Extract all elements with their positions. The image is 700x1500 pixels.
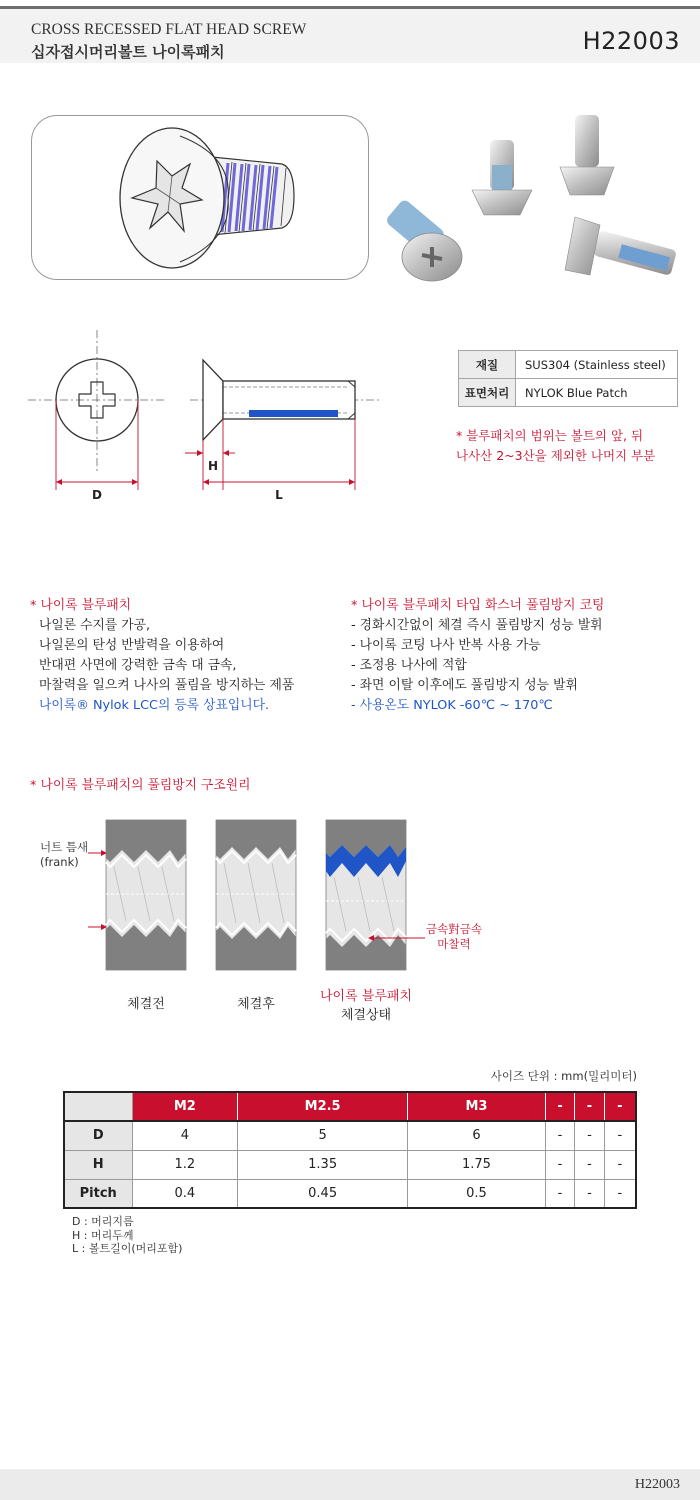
product-code: H22003 [582, 27, 680, 55]
dim-d-label: D [92, 488, 102, 502]
description-line: 나일론 수지를 가공, [39, 618, 151, 633]
spec-column-header: M2 [132, 1092, 238, 1121]
footer-code: H22003 [634, 1477, 680, 1492]
unit-note: 사이즈 단위 : mm(밀리미터) [490, 1069, 637, 1083]
caption-nylok-bottom: 체결상태 [340, 1008, 392, 1023]
spec-cell: 5 [238, 1121, 408, 1150]
spec-row-pitch [64, 1179, 636, 1208]
frank-label-line-2: (frank) [40, 855, 79, 869]
spec-corner-cell [64, 1092, 132, 1121]
spec-row-h [64, 1150, 636, 1179]
principle-title: * 나이록 블루패치의 풀림방지 구조원리 [30, 778, 251, 793]
nylok-features [351, 596, 604, 716]
legend-item: H : 머리두께 [72, 1228, 134, 1242]
panel-before [106, 820, 186, 970]
spec-cell: 1.35 [238, 1150, 408, 1179]
spec-cell: - [545, 1121, 574, 1150]
spec-column-header: - [575, 1092, 604, 1121]
description-line: 마찰력을 일으켜 나사의 풀림을 방지하는 제품 [39, 678, 295, 693]
surface-value: NYLOK Blue Patch [516, 379, 678, 407]
trademark-note: 나이록® Nylok LCC의 등록 상표입니다. [39, 698, 270, 713]
screw-photo [380, 105, 690, 305]
title-english: CROSS RECESSED FLAT HEAD SCREW [31, 21, 307, 38]
spec-cell: 1.2 [132, 1150, 238, 1179]
material-key: 재질 [459, 351, 516, 379]
principle-diagram [80, 815, 520, 985]
patch-note-line-2: 나사산 2~3산을 제외한 나머지 부분 [456, 448, 656, 463]
caption-before: 체결전 [127, 997, 165, 1012]
section-title: * 나이록 블루패치 [30, 598, 132, 613]
material-value: SUS304 (Stainless steel) [516, 351, 678, 379]
feature-line: - 조정용 나사에 적합 [351, 658, 467, 673]
description-line: 나일론의 탄성 반발력을 이용하여 [39, 638, 225, 653]
screw-illustration-panel [31, 115, 369, 280]
spec-column-header: - [604, 1092, 636, 1121]
spec-cell: 4 [132, 1121, 238, 1150]
spec-row-label: Pitch [64, 1179, 132, 1208]
panel-after [216, 820, 296, 970]
screw-photo-1 [385, 198, 462, 281]
spec-cell: 1.75 [408, 1150, 546, 1179]
spec-cell: 6 [408, 1121, 546, 1150]
material-table [458, 350, 678, 407]
dim-l-label: L [275, 488, 283, 502]
panel-nylok [326, 820, 425, 970]
page-footer [0, 1469, 700, 1500]
patch-range-note [456, 426, 655, 466]
head-front-view [28, 330, 166, 490]
spec-cell: - [575, 1179, 604, 1208]
metal-label-line-2: 마찰력 [437, 937, 471, 951]
frank-label-line-1: 너트 틈새 [40, 840, 89, 854]
spec-table [63, 1091, 637, 1209]
dimension-legend [72, 1215, 182, 1256]
spec-cell: - [604, 1121, 636, 1150]
spec-cell: 0.4 [132, 1179, 238, 1208]
patch-note-line-1: * 블루패치의 범위는 볼트의 앞, 뒤 [456, 428, 644, 443]
title-korean: 십자접시머리볼트 나이록패치 [31, 43, 225, 61]
technical-drawing [20, 320, 420, 510]
section-title: * 나이록 블루패치 타입 화스너 풀림방지 코팅 [351, 598, 605, 613]
spec-column-header: - [545, 1092, 574, 1121]
caption-nylok-top: 나이록 블루패치 [319, 989, 413, 1004]
spec-row-label: D [64, 1121, 132, 1150]
surface-key: 표면처리 [459, 379, 516, 407]
screw-illustration [32, 116, 368, 279]
spec-row-label: H [64, 1150, 132, 1179]
nylok-description [30, 596, 294, 716]
metal-friction-label [426, 922, 482, 952]
screw-photo-2 [472, 140, 532, 215]
feature-line: - 나이록 코팅 나사 반복 사용 가능 [351, 638, 541, 653]
spec-cell: 0.5 [408, 1179, 546, 1208]
legend-item: L : 볼트길이(머리포함) [72, 1242, 183, 1255]
spec-row-d [64, 1121, 636, 1150]
spec-cell: - [575, 1150, 604, 1179]
page-header [0, 9, 700, 63]
material-row [459, 351, 678, 379]
surface-row [459, 379, 678, 407]
caption-nylok [306, 987, 426, 1025]
description-line: 반대편 사면에 강력한 금속 대 금속, [39, 658, 237, 673]
spec-header-row [64, 1092, 636, 1121]
feature-line: - 경화시간없이 체결 즉시 풀림방지 성능 발휘 [351, 618, 603, 633]
caption-after: 체결후 [237, 997, 275, 1012]
screw-photo-3 [560, 115, 614, 195]
screw-photo-4 [565, 217, 677, 276]
metal-label-line-1: 금속對금속 [426, 922, 482, 936]
spec-cell: 0.45 [238, 1179, 408, 1208]
dim-h-label: H [207, 459, 219, 473]
temperature-note: - 사용온도 NYLOK -60℃ ~ 170℃ [351, 698, 553, 713]
spec-cell: - [545, 1150, 574, 1179]
spec-cell: - [575, 1121, 604, 1150]
spec-cell: - [545, 1179, 574, 1208]
spec-column-header: M3 [408, 1092, 546, 1121]
feature-line: - 좌면 이탈 이후에도 풀림방지 성능 발휘 [351, 678, 578, 693]
spec-cell: - [604, 1150, 636, 1179]
spec-column-header: M2.5 [238, 1092, 408, 1121]
legend-item: D : 머리지름 [72, 1215, 134, 1228]
spec-cell: - [604, 1179, 636, 1208]
